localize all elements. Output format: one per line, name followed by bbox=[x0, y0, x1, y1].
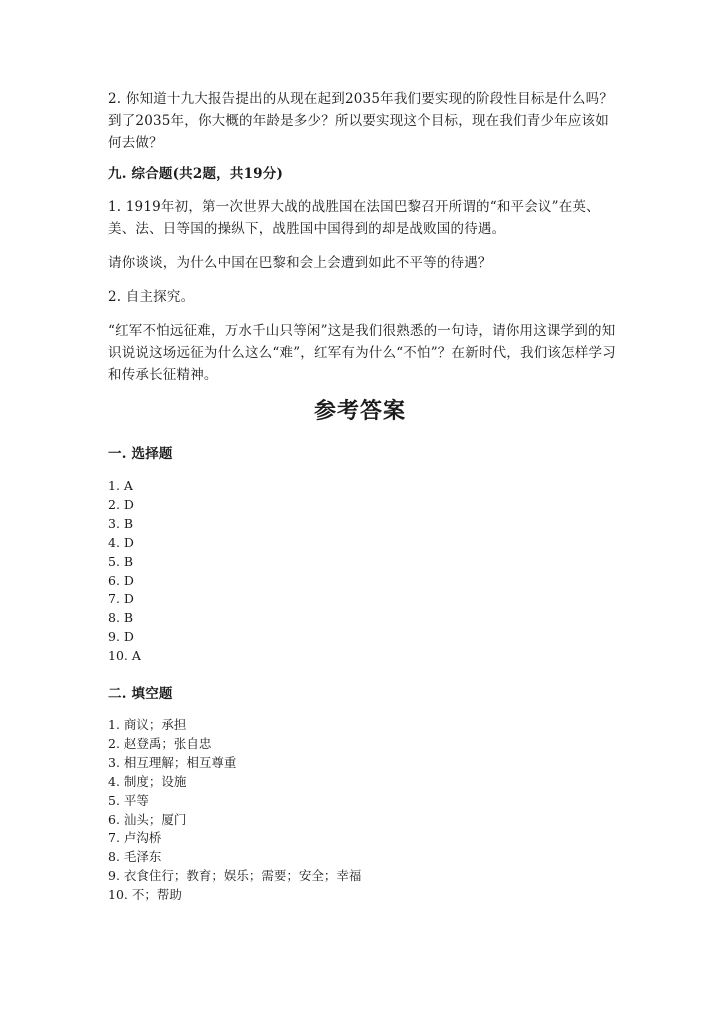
answer-item: 6. 汕头；厦门 bbox=[108, 811, 187, 827]
section-9-question-2-label: 2. 自主探究。 bbox=[108, 289, 195, 305]
answer-item: 8. B bbox=[108, 610, 134, 626]
answer-item: 6. D bbox=[108, 572, 134, 588]
answer-key-title: 参考答案 bbox=[313, 398, 406, 424]
answer-item: 5. B bbox=[108, 553, 134, 569]
answer-item: 2. 赵登禹；张自忠 bbox=[108, 735, 212, 751]
question-9-2-text: 2. 你知道十九大报告提出的从现在起到2035年我们要实现的阶段性目标是什么吗？到了2035年，你大概的年龄是多少？所以要实现这个目标，现在我们青少年应该如何去做？ bbox=[108, 91, 614, 151]
answer-item: 7. D bbox=[108, 591, 134, 607]
answer-item: 5. 平等 bbox=[108, 792, 149, 808]
answer-item: 2. D bbox=[108, 496, 134, 512]
section-9-question-1-prompt: 请你谈谈，为什么中国在巴黎和会上会遭到如此不平等的待遇？ bbox=[108, 255, 492, 271]
answer-section-1-heading: 一. 选择题 bbox=[108, 446, 173, 462]
answer-item: 9. 衣食住行；教育；娱乐；需要；安全；幸福 bbox=[108, 868, 362, 884]
answer-item: 3. B bbox=[108, 515, 134, 531]
answer-item: 1. A bbox=[108, 478, 133, 493]
answer-item: 10. A bbox=[108, 648, 141, 664]
answer-item: 1. 商议；承担 bbox=[108, 717, 187, 732]
answer-item: 8. 毛泽东 bbox=[108, 849, 162, 865]
answer-section-2-heading: 二. 填空题 bbox=[108, 686, 173, 702]
section-9-question-2-text: “红军不怕远征难，万水千山只等闲”这是我们很熟悉的一句诗，请你用这课学到的知识说说这场远征为什么这么“难”，红军有为什么“不怕”？在新时代，我们该怎样学习和传承长征精神。 bbox=[108, 323, 616, 383]
answer-section-2-list bbox=[108, 716, 361, 905]
answer-item: 4. 制度；设施 bbox=[108, 773, 187, 789]
answer-item: 7. 卢沟桥 bbox=[108, 830, 162, 846]
answer-item: 3. 相互理解；相互尊重 bbox=[108, 754, 237, 770]
section-9-heading: 九. 综合题(共2题，共19分) bbox=[108, 166, 284, 182]
answer-item: 9. D bbox=[108, 629, 134, 645]
section-9-question-1-text: 1. 1919年初，第一次世界大战的战胜国在法国巴黎召开所谓的“和平会议”在英、美、法、日等国的操纵下，战胜国中国得到的却是战败国的待遇。 bbox=[108, 199, 600, 237]
answer-item: 4. D bbox=[108, 534, 134, 550]
answer-section-1-list bbox=[108, 477, 141, 666]
answer-item: 10. 不；帮助 bbox=[108, 887, 182, 903]
